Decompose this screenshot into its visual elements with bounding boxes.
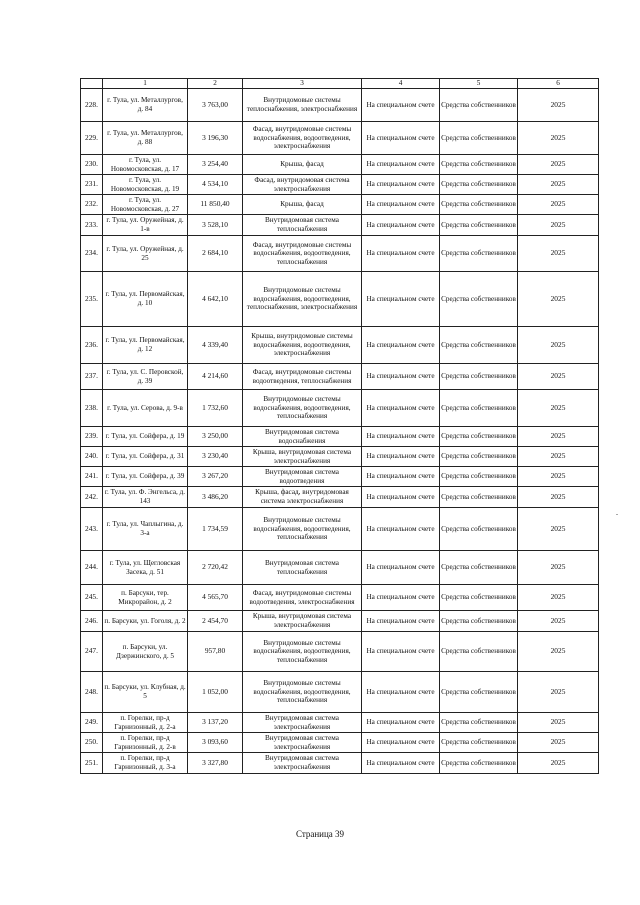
- address-cell: г. Тула, ул. Щегловская Засека, д. 51: [103, 551, 188, 585]
- row-number: 250.: [81, 733, 103, 753]
- row-number: 235.: [81, 272, 103, 327]
- row-number: 237.: [81, 364, 103, 390]
- table-row: [81, 327, 599, 364]
- table-row: [81, 611, 599, 632]
- funding-source-cell: Средства собственников: [440, 155, 518, 175]
- table-row: [81, 89, 599, 122]
- row-number: 244.: [81, 551, 103, 585]
- table-row: [81, 753, 599, 774]
- funding-source-cell: Средства собственников: [440, 195, 518, 215]
- row-number: 239.: [81, 427, 103, 447]
- address-cell: г. Тула, ул. Металлургов, д. 88: [103, 122, 188, 155]
- address-cell: г. Тула, ул. Ф. Энгельса, д. 143: [103, 487, 188, 508]
- table-row: [81, 390, 599, 427]
- margin-mark: .: [616, 508, 618, 517]
- table-row: [81, 427, 599, 447]
- row-number: 242.: [81, 487, 103, 508]
- table-row: [81, 632, 599, 672]
- area-cell: 957,80: [188, 632, 243, 672]
- works-cell: Внутридомовые системы водоснабжения, водоотведения, теплоснабжения: [243, 672, 362, 713]
- funding-source-cell: Средства собственников: [440, 236, 518, 272]
- address-cell: п. Горелки, пр-д Гарнизонный, д. 2-в: [103, 733, 188, 753]
- account-cell: На специальном счете: [362, 272, 440, 327]
- account-cell: На специальном счете: [362, 390, 440, 427]
- row-number: 248.: [81, 672, 103, 713]
- page-number: Страница 39: [295, 829, 345, 839]
- area-cell: 3 230,40: [188, 447, 243, 467]
- address-cell: г. Тула, ул. Новомосковская, д. 27: [103, 195, 188, 215]
- address-cell: г. Тула, ул. Оружейная, д. 1-в: [103, 215, 188, 236]
- year-cell: 2025: [518, 427, 599, 447]
- funding-source-cell: Средства собственников: [440, 390, 518, 427]
- header-cell-empty: [81, 79, 103, 89]
- area-cell: 1 734,59: [188, 508, 243, 551]
- address-cell: г. Тула, ул. Сойфера, д. 31: [103, 447, 188, 467]
- area-cell: 2 454,70: [188, 611, 243, 632]
- header-cell: 5: [440, 79, 518, 89]
- row-number: 230.: [81, 155, 103, 175]
- year-cell: 2025: [518, 733, 599, 753]
- table-row: [81, 733, 599, 753]
- year-cell: 2025: [518, 713, 599, 733]
- area-cell: 3 254,40: [188, 155, 243, 175]
- account-cell: На специальном счете: [362, 713, 440, 733]
- year-cell: 2025: [518, 155, 599, 175]
- works-cell: Крыша, внутридомовая система электроснабжения: [243, 611, 362, 632]
- address-cell: п. Барсуки, тер. Микрорайон, д. 2: [103, 585, 188, 611]
- address-cell: г. Тула, ул. Сойфера, д. 19: [103, 427, 188, 447]
- funding-source-cell: Средства собственников: [440, 175, 518, 195]
- works-cell: Фасад, внутридомовые системы водоснабжения, водоотведения, теплоснабжения: [243, 236, 362, 272]
- header-cell: 2: [188, 79, 243, 89]
- funding-source-cell: Средства собственников: [440, 733, 518, 753]
- area-cell: 4 534,10: [188, 175, 243, 195]
- funding-source-cell: Средства собственников: [440, 327, 518, 364]
- works-cell: Внутридомовые системы водоснабжения, водоотведения, теплоснабжения: [243, 508, 362, 551]
- row-number: 228.: [81, 89, 103, 122]
- address-cell: г. Тула, ул. Чаплыгина, д. 3-а: [103, 508, 188, 551]
- address-cell: г. Тула, ул. Новомосковская, д. 19: [103, 175, 188, 195]
- works-cell: Фасад, внутридомовые системы водоотведения, теплоснабжения: [243, 364, 362, 390]
- area-cell: 4 214,60: [188, 364, 243, 390]
- table-row: [81, 467, 599, 487]
- row-number: 245.: [81, 585, 103, 611]
- area-cell: 1 732,60: [188, 390, 243, 427]
- area-cell: 3 486,20: [188, 487, 243, 508]
- table-row: [81, 195, 599, 215]
- works-cell: Фасад, внутридомовые системы водоснабжения, водоотведения, электроснабжения: [243, 122, 362, 155]
- works-cell: Внутридомовая система теплоснабжения: [243, 215, 362, 236]
- area-cell: 1 052,00: [188, 672, 243, 713]
- works-cell: Крыша, фасад, внутридомовая система электроснабжения: [243, 487, 362, 508]
- address-cell: г. Тула, ул. Первомайская, д. 10: [103, 272, 188, 327]
- year-cell: 2025: [518, 585, 599, 611]
- table-row: [81, 585, 599, 611]
- works-cell: Внутридомовая система теплоснабжения: [243, 551, 362, 585]
- works-cell: Фасад, внутридомовые системы водоотведения, электроснабжения: [243, 585, 362, 611]
- year-cell: 2025: [518, 89, 599, 122]
- year-cell: 2025: [518, 447, 599, 467]
- year-cell: 2025: [518, 272, 599, 327]
- year-cell: 2025: [518, 551, 599, 585]
- account-cell: На специальном счете: [362, 215, 440, 236]
- works-cell: Внутридомовая система водоотведения: [243, 467, 362, 487]
- area-cell: 11 850,40: [188, 195, 243, 215]
- row-number: 232.: [81, 195, 103, 215]
- account-cell: На специальном счете: [362, 89, 440, 122]
- row-number: 236.: [81, 327, 103, 364]
- area-cell: 2 684,10: [188, 236, 243, 272]
- area-cell: 4 565,70: [188, 585, 243, 611]
- funding-source-cell: Средства собственников: [440, 122, 518, 155]
- table-row: [81, 487, 599, 508]
- works-cell: Крыша, фасад: [243, 195, 362, 215]
- account-cell: На специальном счете: [362, 447, 440, 467]
- row-number: 238.: [81, 390, 103, 427]
- area-cell: 3 137,20: [188, 713, 243, 733]
- works-cell: Внутридомовые системы теплоснабжения, электроснабжения: [243, 89, 362, 122]
- year-cell: 2025: [518, 215, 599, 236]
- year-cell: 2025: [518, 632, 599, 672]
- area-cell: 4 642,10: [188, 272, 243, 327]
- table-row: [81, 155, 599, 175]
- address-cell: п. Горелки, пр-д Гарнизонный, д. 2-а: [103, 713, 188, 733]
- year-cell: 2025: [518, 672, 599, 713]
- row-number: 240.: [81, 447, 103, 467]
- account-cell: На специальном счете: [362, 672, 440, 713]
- funding-source-cell: Средства собственников: [440, 508, 518, 551]
- funding-source-cell: Средства собственников: [440, 713, 518, 733]
- account-cell: На специальном счете: [362, 364, 440, 390]
- address-cell: г. Тула, ул. Первомайская, д. 12: [103, 327, 188, 364]
- works-cell: Фасад, внутридомовая система электроснабжения: [243, 175, 362, 195]
- works-cell: Крыша, внутридомовая система электроснабжения: [243, 447, 362, 467]
- table-row: [81, 236, 599, 272]
- area-cell: 3 327,80: [188, 753, 243, 774]
- funding-source-cell: Средства собственников: [440, 551, 518, 585]
- row-number: 233.: [81, 215, 103, 236]
- header-cell: 4: [362, 79, 440, 89]
- account-cell: На специальном счете: [362, 122, 440, 155]
- works-cell: Внутридомовая система электроснабжения: [243, 713, 362, 733]
- account-cell: На специальном счете: [362, 733, 440, 753]
- row-number: 251.: [81, 753, 103, 774]
- funding-source-cell: Средства собственников: [440, 364, 518, 390]
- table-row: [81, 364, 599, 390]
- year-cell: 2025: [518, 611, 599, 632]
- area-cell: 3 250,00: [188, 427, 243, 447]
- year-cell: 2025: [518, 390, 599, 427]
- works-cell: Крыша, внутридомовые системы водоснабжения, водоотведения, электроснабжения: [243, 327, 362, 364]
- address-cell: п. Барсуки, ул. Дзержинского, д. 5: [103, 632, 188, 672]
- row-number: 247.: [81, 632, 103, 672]
- year-cell: 2025: [518, 327, 599, 364]
- table-row: [81, 447, 599, 467]
- account-cell: На специальном счете: [362, 175, 440, 195]
- works-cell: Внутридомовые системы водоснабжения, водоотведения, теплоснабжения: [243, 390, 362, 427]
- year-cell: 2025: [518, 467, 599, 487]
- table-row: [81, 713, 599, 733]
- row-number: 234.: [81, 236, 103, 272]
- funding-source-cell: Средства собственников: [440, 89, 518, 122]
- account-cell: На специальном счете: [362, 551, 440, 585]
- header-row: [81, 79, 599, 89]
- account-cell: На специальном счете: [362, 611, 440, 632]
- funding-source-cell: Средства собственников: [440, 611, 518, 632]
- works-cell: Внутридомовая система водоснабжения: [243, 427, 362, 447]
- repair-schedule-table: [80, 78, 599, 774]
- area-cell: 3 528,10: [188, 215, 243, 236]
- year-cell: 2025: [518, 508, 599, 551]
- address-cell: г. Тула, ул. Сойфера, д. 39: [103, 467, 188, 487]
- row-number: 249.: [81, 713, 103, 733]
- header-cell: 1: [103, 79, 188, 89]
- table-row: [81, 672, 599, 713]
- address-cell: г. Тула, ул. Новомосковская, д. 17: [103, 155, 188, 175]
- address-cell: г. Тула, ул. С. Перовской, д. 39: [103, 364, 188, 390]
- funding-source-cell: Средства собственников: [440, 272, 518, 327]
- table-row: [81, 175, 599, 195]
- works-cell: Внутридомовые системы водоснабжения, водоотведения, теплоснабжения: [243, 632, 362, 672]
- account-cell: На специальном счете: [362, 236, 440, 272]
- year-cell: 2025: [518, 364, 599, 390]
- year-cell: 2025: [518, 236, 599, 272]
- account-cell: На специальном счете: [362, 508, 440, 551]
- year-cell: 2025: [518, 122, 599, 155]
- funding-source-cell: Средства собственников: [440, 585, 518, 611]
- account-cell: На специальном счете: [362, 427, 440, 447]
- area-cell: 2 720,42: [188, 551, 243, 585]
- row-number: 241.: [81, 467, 103, 487]
- account-cell: На специальном счете: [362, 487, 440, 508]
- funding-source-cell: Средства собственников: [440, 467, 518, 487]
- account-cell: На специальном счете: [362, 585, 440, 611]
- header-cell: 3: [243, 79, 362, 89]
- area-cell: 3 267,20: [188, 467, 243, 487]
- address-cell: п. Барсуки, ул. Клубная, д. 5: [103, 672, 188, 713]
- funding-source-cell: Средства собственников: [440, 447, 518, 467]
- account-cell: На специальном счете: [362, 467, 440, 487]
- table-row: [81, 122, 599, 155]
- funding-source-cell: Средства собственников: [440, 632, 518, 672]
- address-cell: г. Тула, ул. Металлургов, д. 84: [103, 89, 188, 122]
- funding-source-cell: Средства собственников: [440, 215, 518, 236]
- works-cell: Внутридомовые системы водоснабжения, водоотведения, теплоснабжения, электроснабжения: [243, 272, 362, 327]
- address-cell: г. Тула, ул. Оружейная, д. 25: [103, 236, 188, 272]
- table-row: [81, 551, 599, 585]
- table-row: [81, 215, 599, 236]
- funding-source-cell: Средства собственников: [440, 487, 518, 508]
- year-cell: 2025: [518, 195, 599, 215]
- table-row: [81, 508, 599, 551]
- works-cell: Внутридомовая система электроснабжения: [243, 753, 362, 774]
- works-cell: Крыша, фасад: [243, 155, 362, 175]
- funding-source-cell: Средства собственников: [440, 427, 518, 447]
- year-cell: 2025: [518, 487, 599, 508]
- row-number: 229.: [81, 122, 103, 155]
- account-cell: На специальном счете: [362, 632, 440, 672]
- area-cell: 3 093,60: [188, 733, 243, 753]
- address-cell: п. Барсуки, ул. Гоголя, д. 2: [103, 611, 188, 632]
- area-cell: 3 763,00: [188, 89, 243, 122]
- area-cell: 3 196,30: [188, 122, 243, 155]
- area-cell: 4 339,40: [188, 327, 243, 364]
- account-cell: На специальном счете: [362, 753, 440, 774]
- year-cell: 2025: [518, 753, 599, 774]
- address-cell: п. Горелки, пр-д Гарнизонный, д. 3-а: [103, 753, 188, 774]
- account-cell: На специальном счете: [362, 327, 440, 364]
- row-number: 231.: [81, 175, 103, 195]
- funding-source-cell: Средства собственников: [440, 753, 518, 774]
- address-cell: г. Тула, ул. Серова, д. 9-в: [103, 390, 188, 427]
- row-number: 246.: [81, 611, 103, 632]
- funding-source-cell: Средства собственников: [440, 672, 518, 713]
- header-cell: 6: [518, 79, 599, 89]
- year-cell: 2025: [518, 175, 599, 195]
- account-cell: На специальном счете: [362, 155, 440, 175]
- works-cell: Внутридомовая система электроснабжения: [243, 733, 362, 753]
- table-row: [81, 272, 599, 327]
- account-cell: На специальном счете: [362, 195, 440, 215]
- row-number: 243.: [81, 508, 103, 551]
